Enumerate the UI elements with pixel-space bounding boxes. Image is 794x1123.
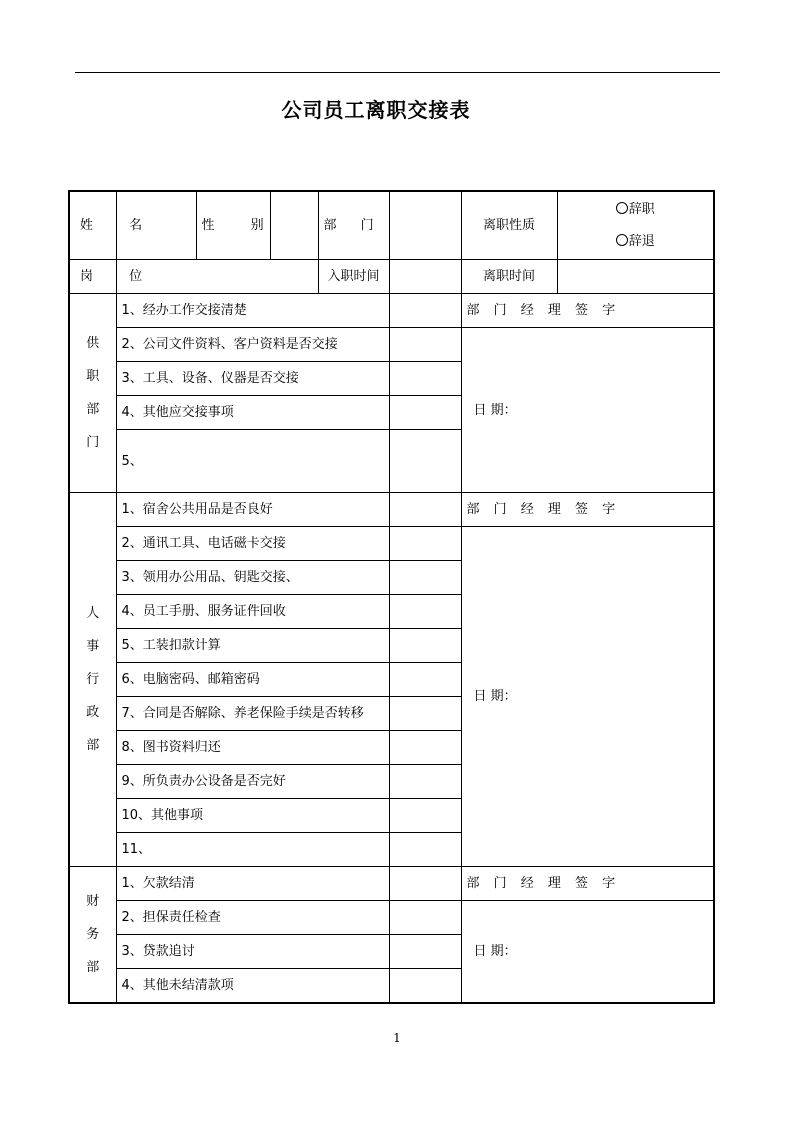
supply-check-2[interactable] xyxy=(389,328,461,362)
hr-check-9[interactable] xyxy=(389,765,461,799)
hr-item-4: 4、员工手册、服务证件回收 xyxy=(116,595,389,629)
header-rule xyxy=(75,72,720,73)
supply-check-3[interactable] xyxy=(389,362,461,396)
supply-check-1[interactable] xyxy=(389,294,461,328)
hr-item-7: 7、合同是否解除、养老保险手续是否转移 xyxy=(116,697,389,731)
hr-check-5[interactable] xyxy=(389,629,461,663)
position-label: 岗 位 xyxy=(69,260,116,294)
finance-item-1: 1、欠款结清 xyxy=(116,867,389,901)
section-label-finance: 财务部 xyxy=(69,867,116,1004)
supply-sign-label: 部 门 经 理 签 字 xyxy=(461,294,714,328)
dept-field[interactable] xyxy=(389,191,461,260)
finance-check-2[interactable] xyxy=(389,901,461,935)
hr-item-8: 8、图书资料归还 xyxy=(116,731,389,765)
hr-check-3[interactable] xyxy=(389,561,461,595)
leave-time-field[interactable] xyxy=(557,260,714,294)
finance-item-4: 4、其他未结清款项 xyxy=(116,969,389,1004)
supply-item-2: 2、公司文件资料、客户资料是否交接 xyxy=(116,328,389,362)
supply-sign-area[interactable]: 日 期： xyxy=(461,328,714,493)
hr-item-1: 1、宿舍公共用品是否良好 xyxy=(116,493,389,527)
name-label: 姓 名 xyxy=(69,191,116,260)
hr-item-3: 3、领用办公用品、钥匙交接、 xyxy=(116,561,389,595)
section-label-supply: 供职部门 xyxy=(69,294,116,493)
hr-item-11: 11、 xyxy=(116,833,389,867)
hr-item-6: 6、电脑密码、邮箱密码 xyxy=(116,663,389,697)
hr-item-9: 9、所负责办公设备是否完好 xyxy=(116,765,389,799)
hr-sign-area[interactable]: 日 期： xyxy=(461,527,714,867)
finance-item-3: 3、贷款追讨 xyxy=(116,935,389,969)
dismiss-option[interactable]: 辞退 xyxy=(558,226,714,258)
gender-label: 性 别 xyxy=(196,191,270,260)
section-label-hr: 人事行政部 xyxy=(69,493,116,867)
page-number: 1 xyxy=(393,1031,401,1045)
finance-check-1[interactable] xyxy=(389,867,461,901)
hr-check-6[interactable] xyxy=(389,663,461,697)
hr-check-11[interactable] xyxy=(389,833,461,867)
hr-check-2[interactable] xyxy=(389,527,461,561)
resign-option[interactable]: 辞职 xyxy=(558,194,714,226)
finance-sign-area[interactable]: 日 期： xyxy=(461,901,714,1004)
hr-item-5: 5、工装扣款计算 xyxy=(116,629,389,663)
supply-item-1: 1、经办工作交接清楚 xyxy=(116,294,389,328)
hr-check-7[interactable] xyxy=(389,697,461,731)
supply-item-4: 4、其他应交接事项 xyxy=(116,396,389,430)
page-title: 公司员工离职交接表 xyxy=(281,98,471,122)
entry-time-label: 入职时间 xyxy=(318,260,389,294)
hr-check-1[interactable] xyxy=(389,493,461,527)
finance-sign-label: 部 门 经 理 签 字 xyxy=(461,867,714,901)
finance-item-2: 2、担保责任检查 xyxy=(116,901,389,935)
supply-check-4[interactable] xyxy=(389,396,461,430)
handover-form xyxy=(68,190,715,1004)
finance-check-4[interactable] xyxy=(389,969,461,1004)
hr-sign-label: 部 门 经 理 签 字 xyxy=(461,493,714,527)
leave-type-options xyxy=(557,191,714,260)
hr-check-8[interactable] xyxy=(389,731,461,765)
finance-check-3[interactable] xyxy=(389,935,461,969)
entry-time-field[interactable] xyxy=(389,260,461,294)
supply-check-5[interactable] xyxy=(389,430,461,493)
leave-time-label: 离职时间 xyxy=(461,260,557,294)
hr-check-10[interactable] xyxy=(389,799,461,833)
hr-item-2: 2、通讯工具、电话磁卡交接 xyxy=(116,527,389,561)
hr-item-10: 10、其他事项 xyxy=(116,799,389,833)
supply-item-3: 3、工具、设备、仪器是否交接 xyxy=(116,362,389,396)
dept-label: 部 门 xyxy=(318,191,389,260)
radio-circle-icon xyxy=(616,234,628,246)
hr-check-4[interactable] xyxy=(389,595,461,629)
radio-circle-icon xyxy=(616,202,628,214)
leave-type-label: 离职性质 xyxy=(461,191,557,260)
supply-item-5: 5、 xyxy=(116,430,389,493)
